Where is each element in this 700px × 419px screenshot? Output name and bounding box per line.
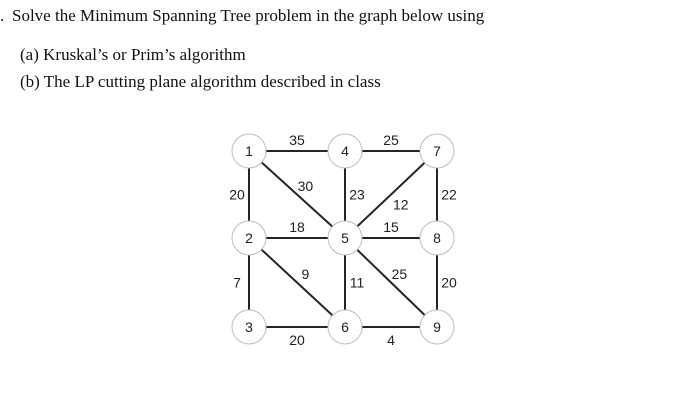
edge-weight-label: 25 — [391, 266, 408, 283]
part-b-text: The LP cutting plane algorithm described in class — [43, 72, 381, 91]
edge-weight-label: 30 — [297, 178, 314, 195]
node-label: 5 — [341, 230, 349, 246]
node-label: 6 — [341, 319, 349, 335]
problem-number-dot: . — [0, 6, 5, 25]
edge-weight-label: 12 — [393, 196, 409, 213]
edge-weight-label: 20 — [229, 186, 245, 203]
edge-weight-label: 23 — [349, 186, 365, 203]
node-label: 4 — [341, 143, 349, 159]
part-a-label: (a) — [20, 45, 39, 64]
edge-weight-label: 20 — [289, 332, 305, 348]
edge-weight-label: 4 — [387, 332, 395, 348]
edge-weight-label: 15 — [383, 219, 399, 235]
edge-weight-label: 9 — [301, 266, 310, 283]
problem-statement: Solve the Minimum Spanning Tree problem in the graph below using — [12, 6, 485, 25]
edge-weight-label: 7 — [233, 274, 241, 291]
part-a-text: Kruskal’s or Prim’s algorithm — [43, 45, 246, 64]
node-label: 9 — [433, 319, 441, 335]
edge-weight-label: 11 — [349, 274, 365, 291]
edge-weight-label: 35 — [289, 132, 305, 148]
edge-weight-label: 22 — [441, 186, 457, 203]
edge-weight-label: 25 — [383, 132, 399, 148]
part-b-label: (b) — [20, 72, 40, 91]
node-label: 7 — [433, 143, 441, 159]
edge-weight-label: 20 — [441, 274, 457, 291]
node-label: 8 — [433, 230, 441, 246]
node-label: 3 — [245, 319, 253, 335]
node-label: 1 — [245, 143, 253, 159]
edge-weight-label: 18 — [289, 219, 305, 235]
node-label: 2 — [245, 230, 253, 246]
edge-2-6 — [249, 238, 345, 327]
